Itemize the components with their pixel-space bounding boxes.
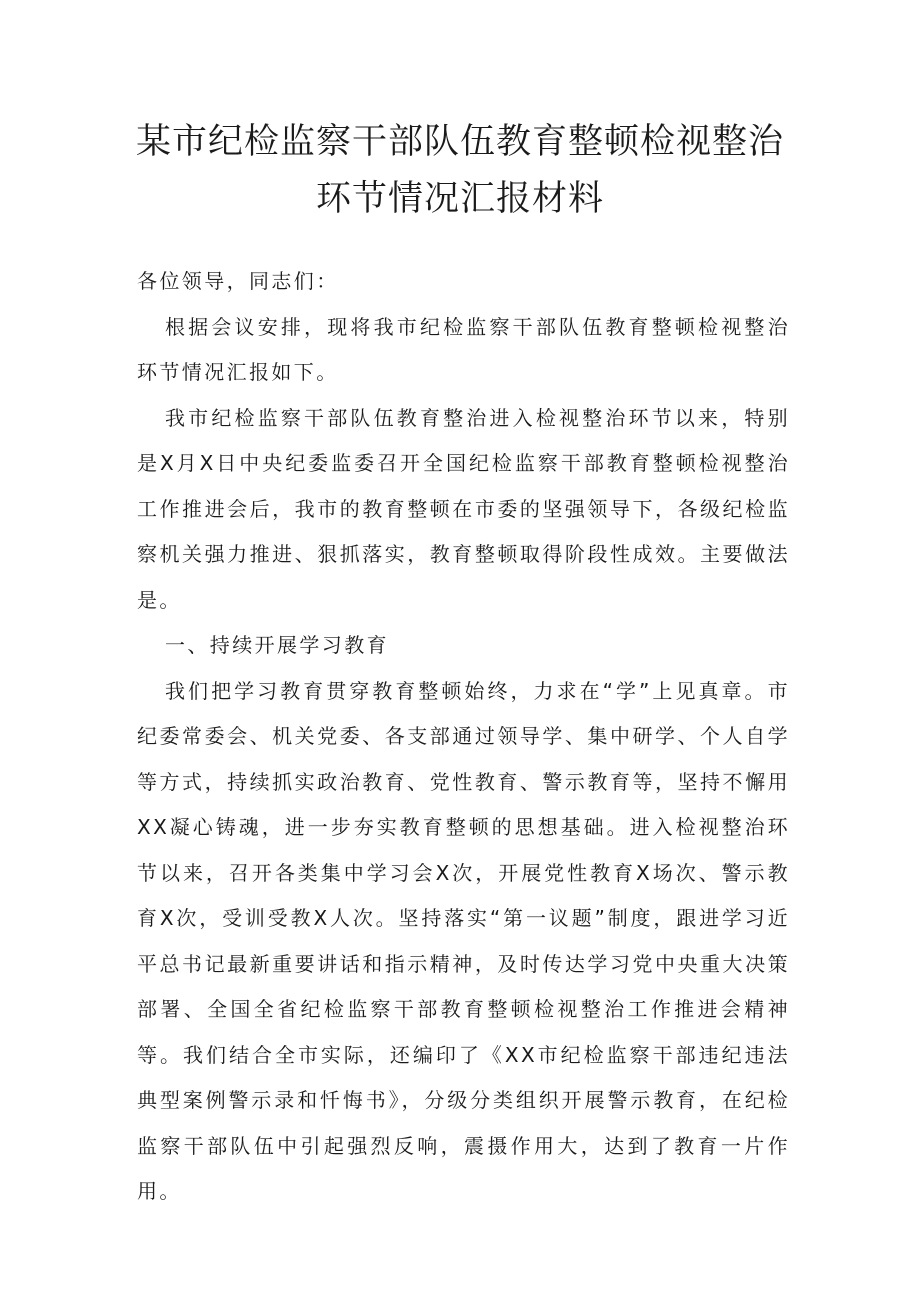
paragraph-overview: 我市纪检监察干部队伍教育整治进入检视整治环节以来，特别是X月X日中央纪委监委召开全国纪检监察干部教育整顿检视整治工作推进会后，我市的教育整顿在市委的坚强领导下，各级纪检监察机关强力推进、狠抓落实，教育整顿取得阶段性成效。主要做法是。 [137,405,790,612]
salutation: 各位领导，同志们： [137,269,339,293]
document-body [137,259,790,1215]
document-title-line-2: 环节情况汇报材料 [315,179,604,219]
section-heading-1: 一、持续开展学习教育 [165,633,389,657]
paragraph-intro: 根据会议安排，现将我市纪检监察干部队伍教育整顿检视整治环节情况汇报如下。 [137,314,790,384]
paragraph-study: 我们把学习教育贯穿教育整顿始终，力求在“学”上见真章。市纪委常委会、机关党委、各支部通过领导学、集中研学、个人自学等方式，持续抓实政治教育、党性教育、警示教育等，坚持不懈用XX凝心铸魂，进一步夯实教育整顿的思想基础。进入检视整治环节以来，召开各类集中学习会X次，开展党性教育X场次、警示教育X次，受训受教X人次。坚持落实“第一议题”制度，跟进学习近平总书记最新重要讲话和指示精神，及时传达学习党中央重大决策部署、全国全省纪检监察干部教育整顿检视整治工作推进会精神等。我们结合全市实际，还编印了《XX市纪检监察干部违纪违法典型案例警示录和忏悔书》，分级分类组织开展警示教育，在纪检监察干部队伍中引起强烈反响，震摄作用大，达到了教育一片作用。 [137,678,790,1203]
document-title-line-1: 某市纪检监察干部队伍教育整顿检视整治 [135,122,784,162]
